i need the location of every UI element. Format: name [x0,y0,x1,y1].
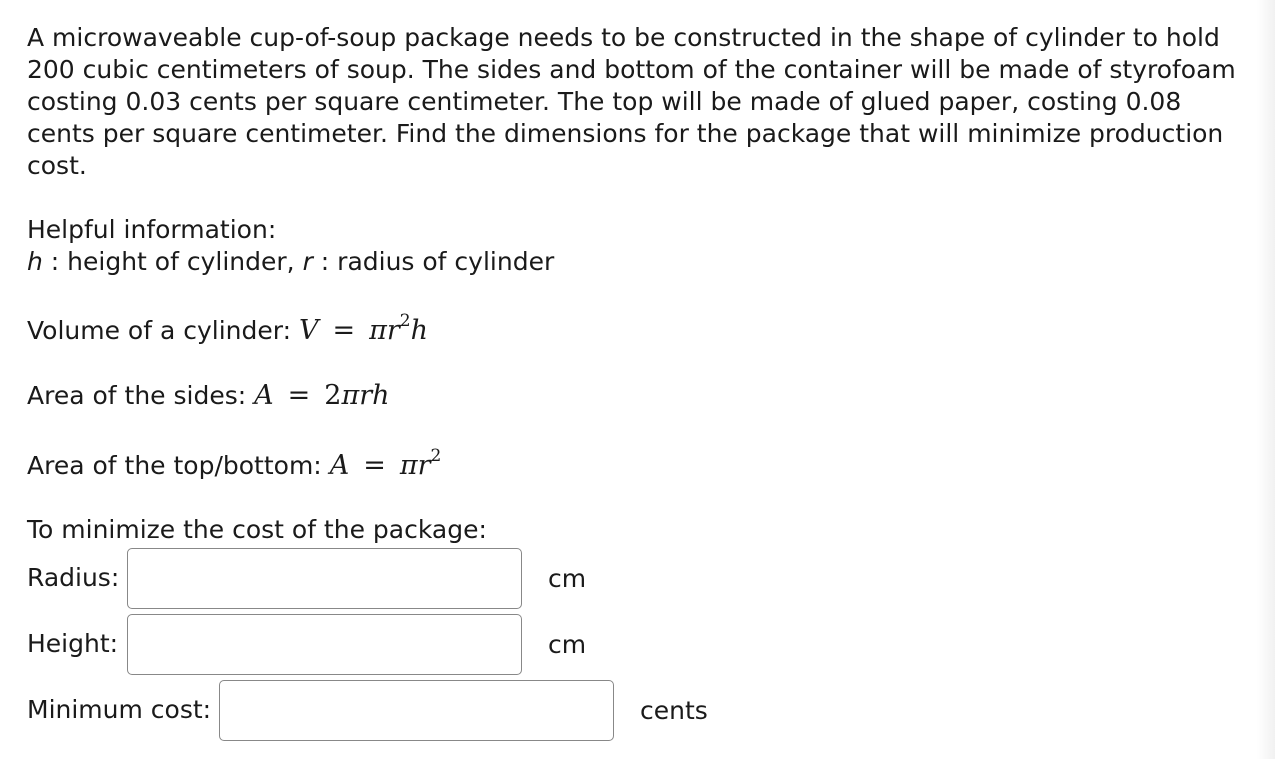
cost-unit: cents [640,696,708,725]
height-input[interactable] [127,614,522,675]
cost-label: Minimum cost: [27,695,212,724]
sides-label: Area of the sides: [27,381,255,410]
volume-equation: $V = \pi r^2h$ [298,311,428,346]
r-description: : radius of cylinder [312,247,555,276]
height-label: Height: [27,629,119,658]
variable-definitions [27,246,554,278]
cost-input[interactable] [219,680,614,741]
helpful-heading: Helpful information: [27,215,277,244]
volume-formula [27,311,428,347]
radius-unit: cm [548,564,587,593]
topbottom-equation: $A = \pi r^2$ [329,446,442,481]
radius-label: Radius: [27,563,120,592]
volume-label: Volume of a cylinder: [27,316,299,345]
topbottom-area-formula [27,446,442,482]
problem-statement: A microwaveable cup-of-soup package needs to be constructed in the shape of cylinder to hold 200 cubic centimeters of soup. The sides and bottom of the container will be made of styrofoam costing 0.03 cents per square centimeter. The top will be made of glued paper, costing 0.08 cents per square centimeter. Find the dimensions for the package that will minimize production cost. [27,23,1236,180]
answer-prompt: To minimize the cost of the package: [27,515,487,544]
h-variable: h [27,247,43,276]
h-description: : height of cylinder, [42,247,303,276]
height-unit: cm [548,630,587,659]
topbottom-label: Area of the top/bottom: [27,451,330,480]
scrollbar-shade [1257,0,1275,759]
sides-equation: A = 2πrh [254,380,390,411]
r-variable: r [302,247,313,276]
sides-area-formula [27,380,390,412]
radius-input[interactable] [127,548,522,609]
